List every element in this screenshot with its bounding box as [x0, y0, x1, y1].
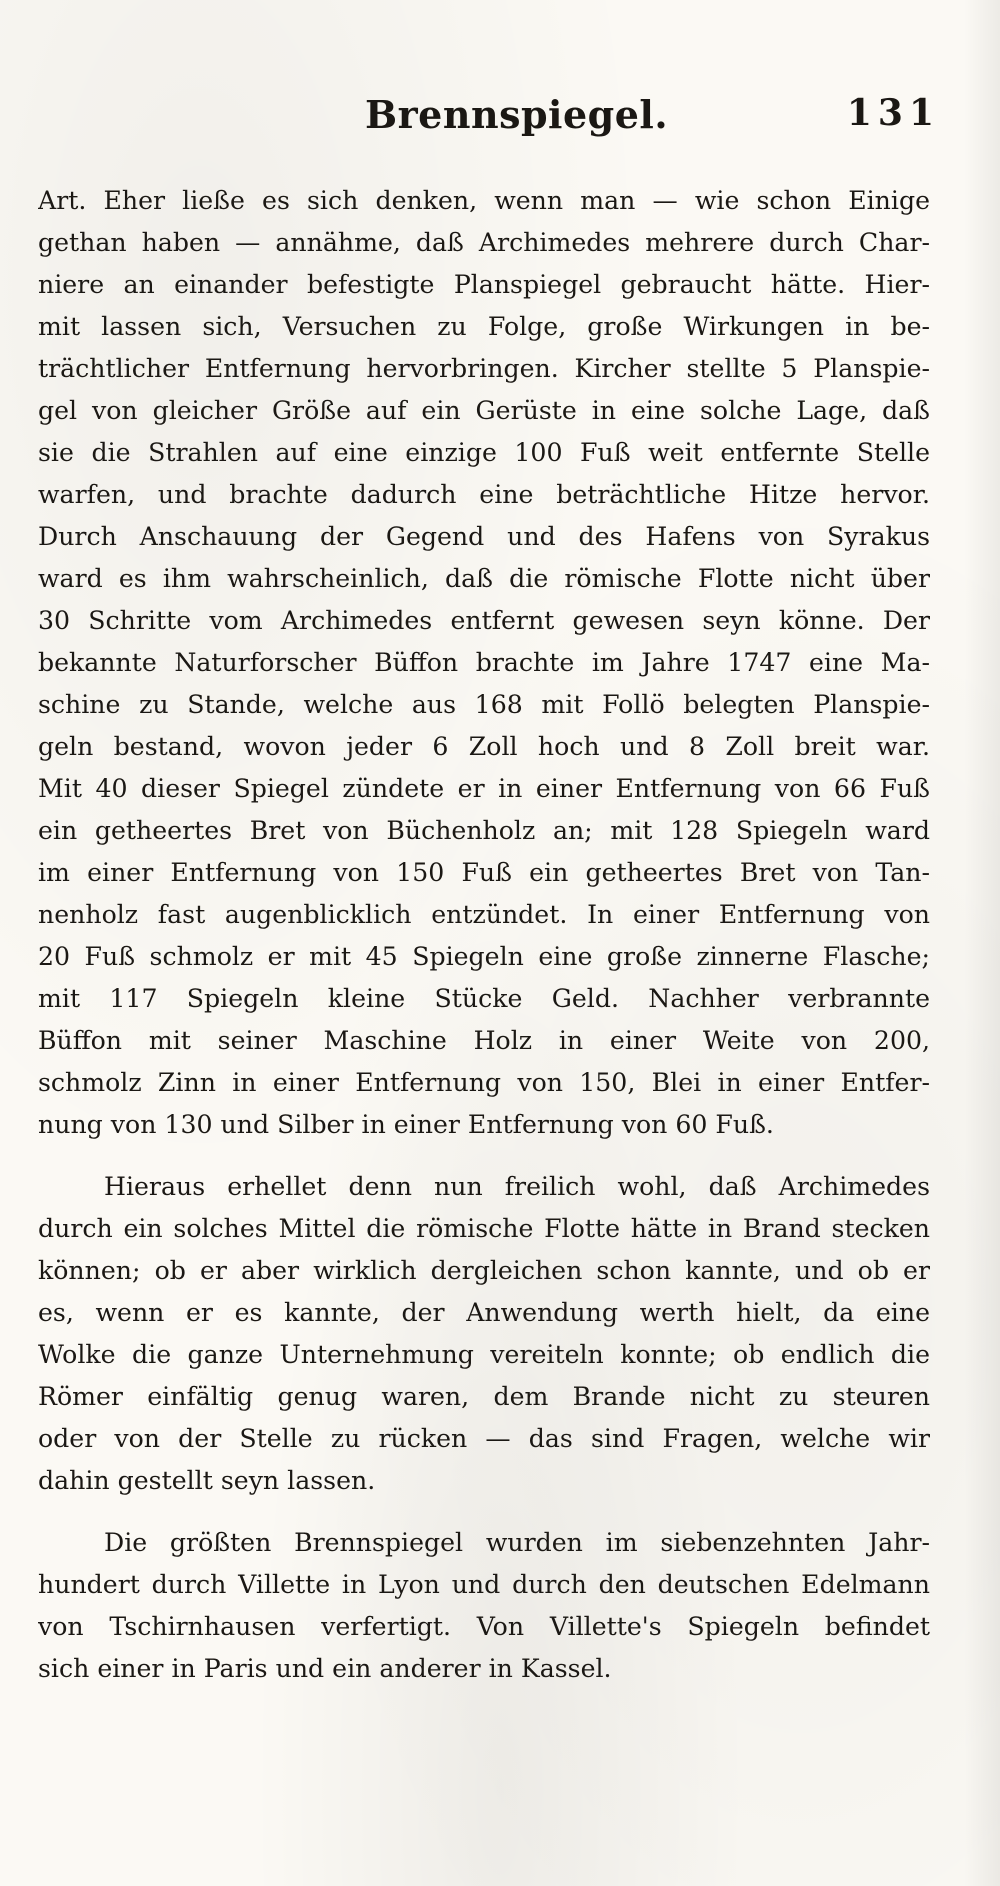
text-line: mit lassen sich, Versuchen zu Folge, große Wirkungen in be-: [38, 312, 930, 341]
text-line: mit 117 Spiegeln kleine Stücke Geld. Nachher verbrannte: [38, 984, 930, 1013]
running-head: Brennspiegel.: [365, 92, 669, 137]
paragraph-3: [38, 1522, 930, 1690]
text-line: 20 Fuß schmolz er mit 45 Spiegeln eine große zinnerne Flasche;: [38, 942, 930, 971]
text-line: schine zu Stande, welche aus 168 mit Follö belegten Planspie-: [38, 690, 930, 719]
text-line: schmolz Zinn in einer Entfernung von 150, Blei in einer Entfer-: [38, 1068, 930, 1097]
body-text: [38, 180, 930, 1710]
text-line: nung von 130 und Silber in einer Entfernung von 60 Fuß.: [38, 1110, 774, 1139]
text-line: Die größten Brennspiegel wurden im siebenzehnten Jahr-: [104, 1528, 930, 1557]
text-line: von Tschirnhausen verfertigt. Von Villette's Spiegeln befindet: [38, 1612, 930, 1641]
text-line: Mit 40 dieser Spiegel zündete er in einer Entfernung von 66 Fuß: [38, 774, 930, 803]
page-number: 131: [846, 92, 940, 134]
text-line: niere an einander befestigte Planspiegel gebraucht hätte. Hier-: [38, 270, 930, 299]
text-line: oder von der Stelle zu rücken — das sind Fragen, welche wir: [38, 1424, 930, 1453]
text-line: ein getheertes Bret von Büchenholz an; mit 128 Spiegeln ward: [38, 816, 930, 845]
page-edge-shadow: [964, 0, 1000, 1886]
text-line: Wolke die ganze Unternehmung vereiteln konnte; ob endlich die: [38, 1340, 930, 1369]
text-line: hundert durch Villette in Lyon und durch den deutschen Edelmann: [38, 1570, 930, 1599]
text-line: gel von gleicher Größe auf ein Gerüste in eine solche Lage, daß: [38, 396, 930, 425]
text-line: dahin gestellt seyn lassen.: [38, 1466, 376, 1495]
text-line: geln bestand, wovon jeder 6 Zoll hoch und 8 Zoll breit war.: [38, 732, 930, 761]
text-line: Durch Anschauung der Gegend und des Hafens von Syrakus: [38, 522, 930, 551]
text-line: 30 Schritte vom Archimedes entfernt gewesen seyn könne. Der: [38, 606, 930, 635]
text-line: Hieraus erhellet denn nun freilich wohl, daß Archimedes: [104, 1172, 930, 1201]
text-line: Römer einfältig genug waren, dem Brande nicht zu steuren: [38, 1382, 930, 1411]
text-line: bekannte Naturforscher Büffon brachte im Jahre 1747 eine Ma-: [38, 648, 930, 677]
text-line: Art. Eher ließe es sich denken, wenn man — wie schon Einige: [38, 186, 930, 215]
text-line: trächtlicher Entfernung hervorbringen. Kircher stellte 5 Planspie-: [38, 354, 930, 383]
text-line: nenholz fast augenblicklich entzündet. In einer Entfernung von: [38, 900, 930, 929]
text-line: gethan haben — annähme, daß Archimedes mehrere durch Char-: [38, 228, 930, 257]
text-line: im einer Entfernung von 150 Fuß ein getheertes Bret von Tan-: [38, 858, 930, 887]
text-line: warfen, und brachte dadurch eine beträchtliche Hitze hervor.: [38, 480, 930, 509]
page-header: [40, 92, 940, 142]
text-line: ward es ihm wahrscheinlich, daß die römische Flotte nicht über: [38, 564, 930, 593]
text-line: Büffon mit seiner Maschine Holz in einer Weite von 200,: [38, 1026, 930, 1055]
text-line: sie die Strahlen auf eine einzige 100 Fuß weit entfernte Stelle: [38, 438, 930, 467]
text-line: können; ob er aber wirklich dergleichen schon kannte, und ob er: [38, 1256, 930, 1285]
paragraph-1: [38, 180, 930, 1146]
paragraph-2: [38, 1166, 930, 1502]
text-line: es, wenn er es kannte, der Anwendung werth hielt, da eine: [38, 1298, 930, 1327]
text-line: durch ein solches Mittel die römische Flotte hätte in Brand stecken: [38, 1214, 930, 1243]
text-line: sich einer in Paris und ein anderer in Kassel.: [38, 1654, 612, 1683]
